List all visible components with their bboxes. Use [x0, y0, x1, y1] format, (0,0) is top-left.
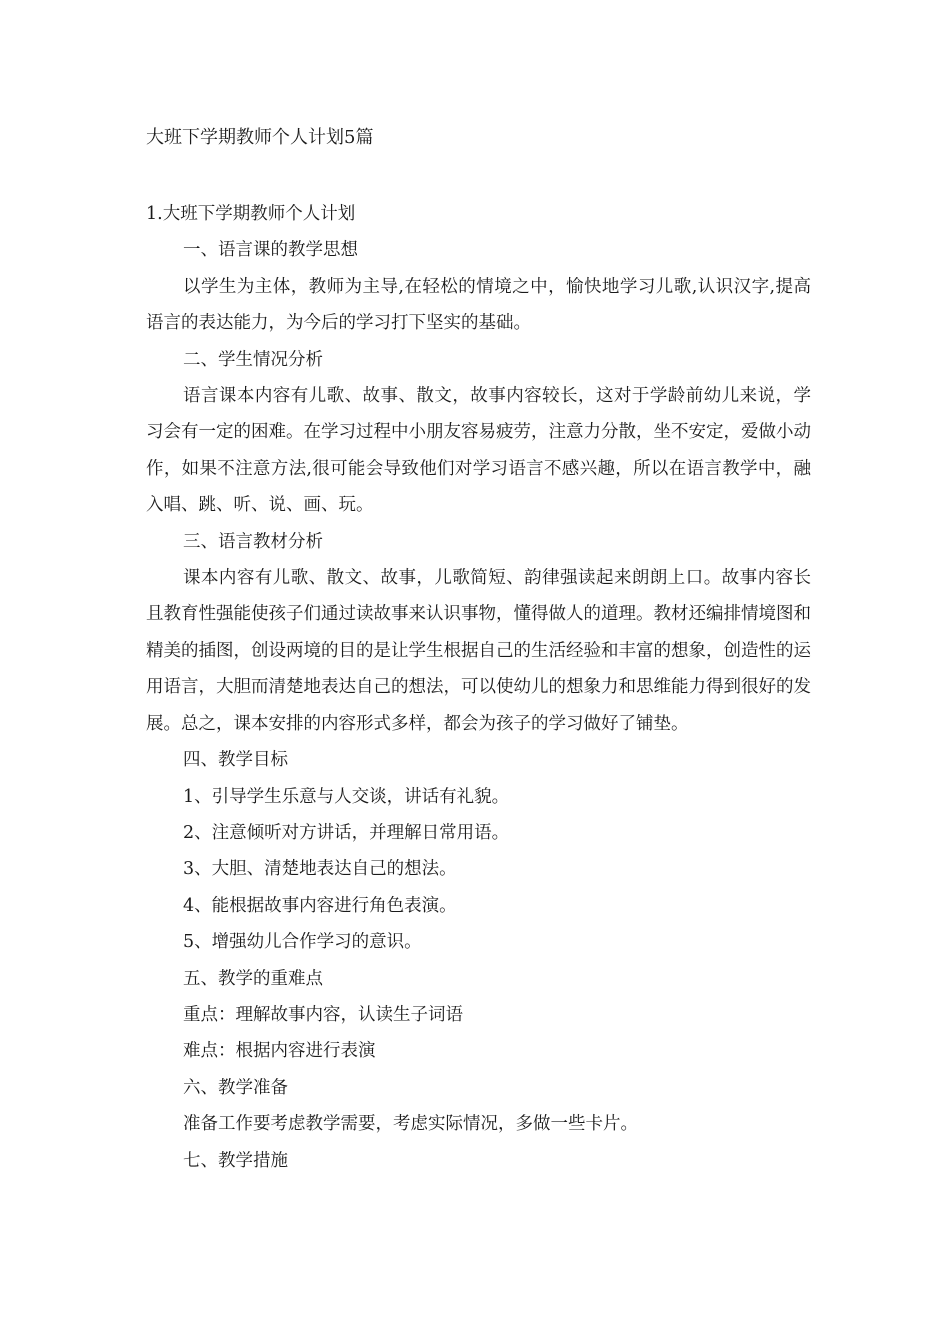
document-title: 大班下学期教师个人计划5篇 [146, 127, 374, 148]
paragraph: 以学生为主体，教师为主导,在轻松的情境之中，愉快地学习儿歌,认识汉字,提高语言的表达能力，为今后的学习打下坚实的基础。 [146, 276, 811, 334]
paragraph: 难点：根据内容进行表演 [183, 1041, 376, 1062]
heading-student-analysis: 二、学生情况分析 [183, 349, 323, 370]
section-title: 1.大班下学期教师个人计划 [146, 204, 356, 224]
heading-teaching-philosophy: 一、语言课的教学思想 [183, 240, 358, 261]
document-body [146, 196, 811, 1179]
paragraph: 准备工作要考虑教学需要，考虑实际情况，多做一些卡片。 [183, 1114, 638, 1135]
heading-key-points: 五、教学的重难点 [183, 968, 323, 989]
list-item: 2、注意倾听对方讲话，并理解日常用语。 [183, 822, 510, 843]
paragraph: 重点：理解故事内容，认读生子词语 [183, 1004, 463, 1025]
heading-material-analysis: 三、语言教材分析 [183, 531, 323, 552]
heading-preparation: 六、教学准备 [183, 1077, 288, 1098]
list-item: 1、引导学生乐意与人交谈，讲话有礼貌。 [183, 786, 510, 807]
list-item: 4、能根据故事内容进行角色表演。 [183, 895, 457, 916]
paragraph: 语言课本内容有儿歌、故事、散文，故事内容较长，这对于学龄前幼儿来说，学习会有一定的困难。在学习过程中小朋友容易疲劳，注意力分散，坐不安定，爱做小动作，如果不注意方法,很可能会导致他们对学习语言不感兴趣，所以在语言教学中，融入唱、跳、听、说、画、玩。 [146, 386, 811, 516]
heading-measures: 七、教学措施 [183, 1150, 288, 1171]
paragraph: 课本内容有儿歌、散文、故事，儿歌简短、韵律强读起来朗朗上口。故事内容长且教育性强能使孩子们通过读故事来认识事物，懂得做人的道理。教材还编排情境图和精美的插图，创设两境的目的是让学生根据自己的生活经验和丰富的想象，创造性的运用语言，大胆而清楚地表达自己的想法，可以使幼儿的想象力和思维能力得到很好的发展。总之，课本安排的内容形式多样，都会为孩子的学习做好了铺垫。 [146, 568, 811, 734]
list-item: 3、大胆、清楚地表达自己的想法。 [183, 859, 457, 880]
list-item: 5、增强幼儿合作学习的意识。 [183, 932, 422, 953]
heading-teaching-goals: 四、教学目标 [183, 750, 288, 771]
